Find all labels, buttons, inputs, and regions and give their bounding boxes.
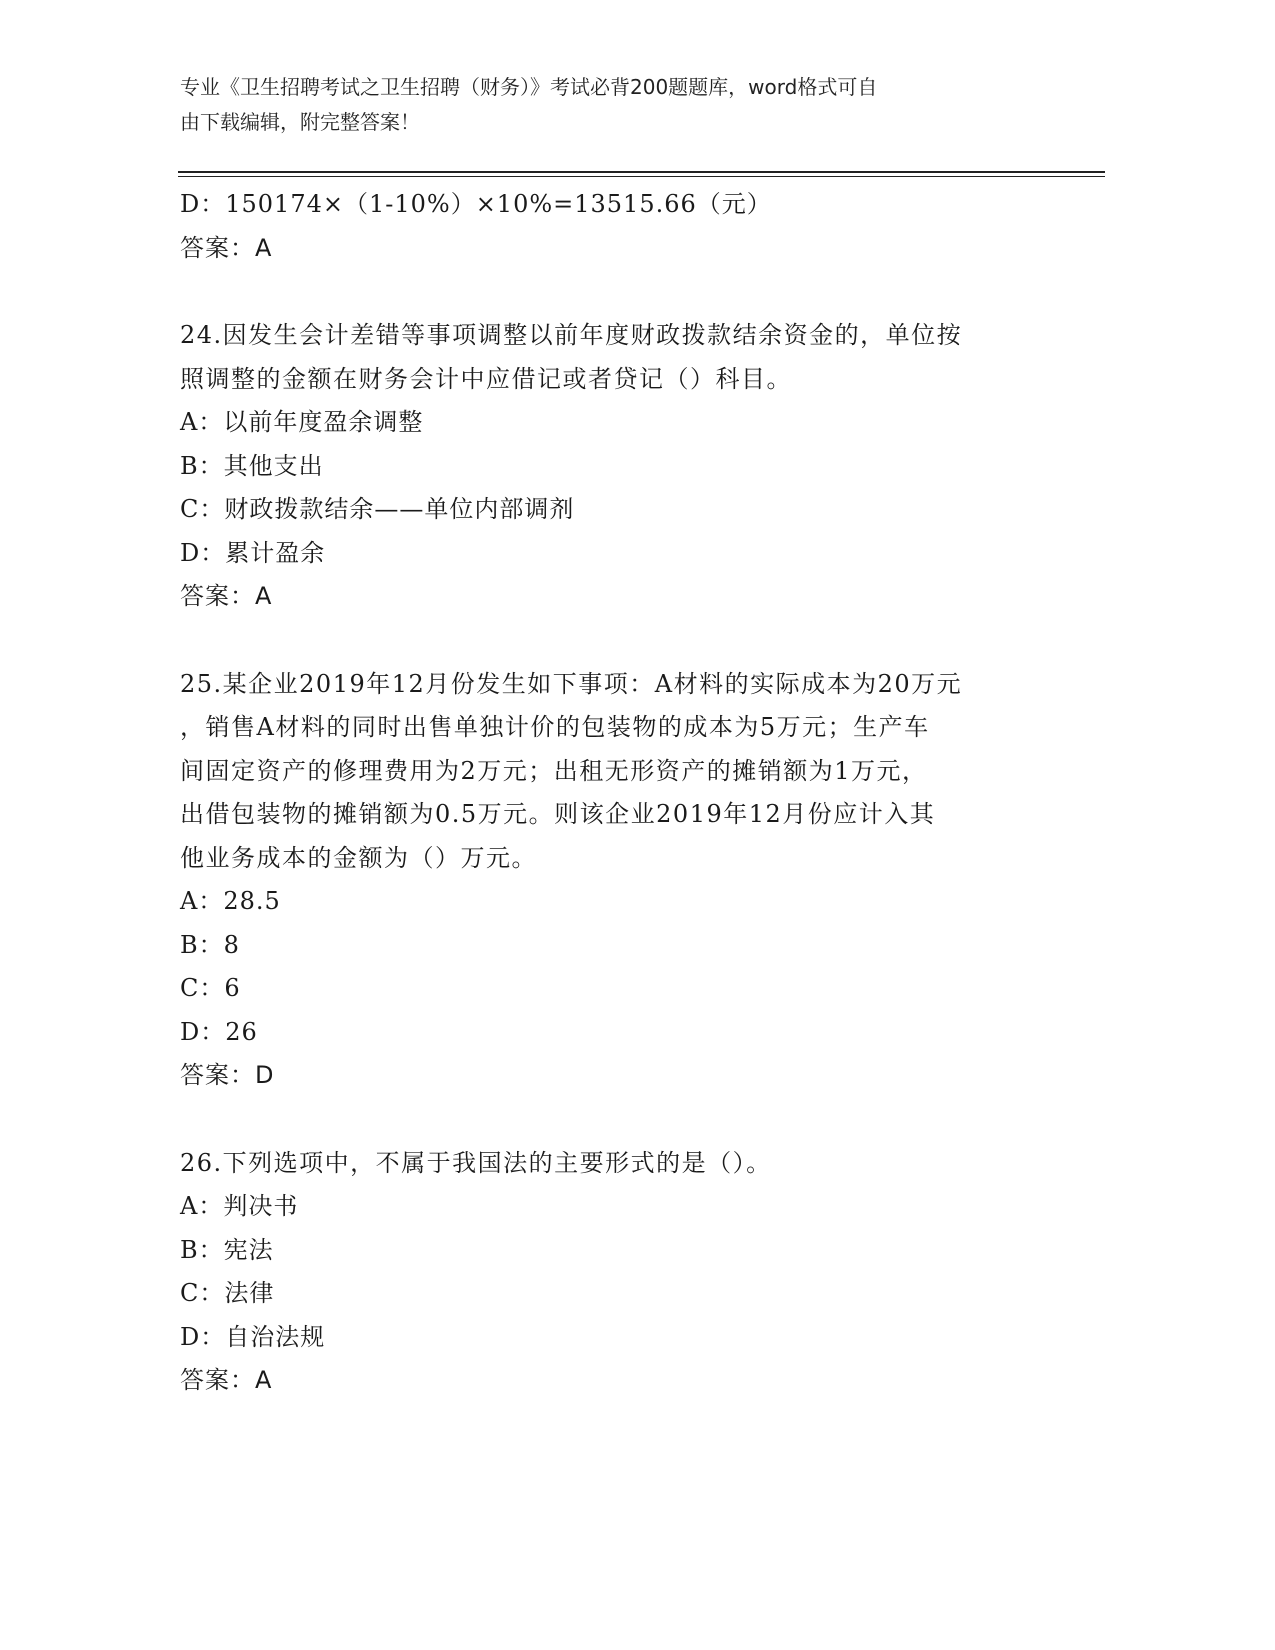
question-25 xyxy=(180,663,1060,1098)
stem-line: ，销售A材料的同时出售单独计价的包装物的成本为5万元；生产车 xyxy=(180,713,930,741)
document-body xyxy=(180,183,1060,1403)
document-header xyxy=(180,70,1060,140)
option-c: C：6 xyxy=(180,974,241,1002)
stem-line: 出借包装物的摊销额为0.5万元。则该企业2019年12月份应计入其 xyxy=(180,800,936,828)
option-d: D：自治法规 xyxy=(180,1322,326,1351)
question-stem xyxy=(180,1142,1060,1186)
option-d: D：26 xyxy=(180,1017,258,1046)
stem-line: 照调整的金额在财务会计中应借记或者贷记（）科目。 xyxy=(180,364,792,393)
stem-line: 25.某企业2019年12月份发生如下事项：A材料的实际成本为20万元 xyxy=(180,669,963,698)
option-d: D：150174×（1-10%）×10%=13515.66（元） xyxy=(180,190,772,218)
stem-line: 他业务成本的金额为（）万元。 xyxy=(180,843,537,872)
question-stem xyxy=(180,314,1060,401)
option-a: A：以前年度盈余调整 xyxy=(180,408,424,436)
stem-line: 24.因发生会计差错等事项调整以前年度财政拨款结余资金的，单位按 xyxy=(180,321,963,349)
option-b: B：8 xyxy=(180,930,240,959)
option-b: B：宪法 xyxy=(180,1235,274,1264)
option-a: A：判决书 xyxy=(180,1192,299,1220)
previous-question-tail xyxy=(180,183,1060,270)
stem-line: 间固定资产的修理费用为2万元；出租无形资产的摊销额为1万元， xyxy=(180,756,928,785)
header-line-2: 由下载编辑，附完整答案！ xyxy=(180,110,420,134)
answer-line: 答案：A xyxy=(180,233,273,262)
option-a: A：28.5 xyxy=(180,887,281,915)
option-d: D：累计盈余 xyxy=(180,538,326,567)
header-rule-thick xyxy=(178,171,1105,173)
option-c: C：财政拨款结余——单位内部调剂 xyxy=(180,495,575,523)
stem-line: 26.下列选项中，不属于我国法的主要形式的是（）。 xyxy=(180,1148,772,1177)
header-rule-thin xyxy=(178,176,1105,177)
answer-line: 答案：A xyxy=(180,1366,273,1394)
answer-line: 答案：D xyxy=(180,1061,275,1089)
option-c: C：法律 xyxy=(180,1279,275,1307)
question-24 xyxy=(180,314,1060,619)
header-line-1: 专业《卫生招聘考试之卫生招聘（财务）》考试必背200题题库，word格式可自 xyxy=(180,75,878,99)
question-stem xyxy=(180,663,1060,881)
answer-line: 答案：A xyxy=(180,582,273,610)
option-b: B：其他支出 xyxy=(180,451,324,480)
question-26 xyxy=(180,1142,1060,1403)
